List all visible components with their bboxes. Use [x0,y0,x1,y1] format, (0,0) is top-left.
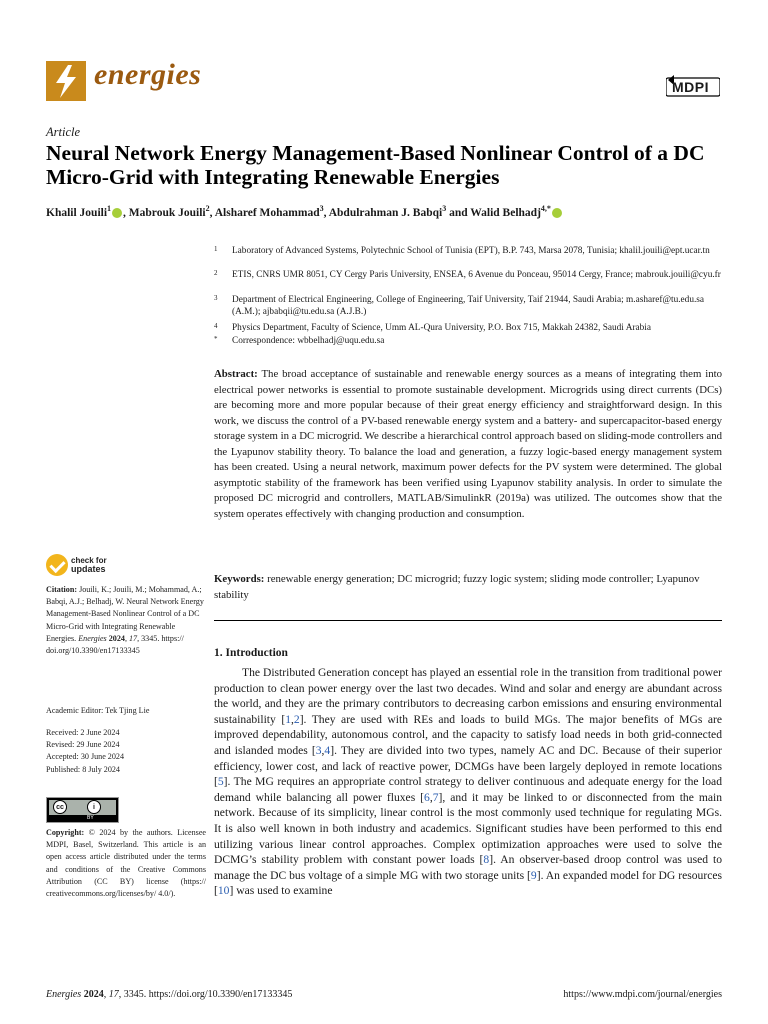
author-affiliation-marker: 2 [205,204,210,213]
citation-journal: Energies [78,633,107,643]
introduction-paragraph [214,665,722,899]
affiliation-text: Physics Department, Faculty of Science, Umm AL-Qura University, P.O. Box 715, Makkah 24382, Saudi Arabia [232,323,651,333]
affiliation-number: 2 [214,269,218,277]
publisher-name: MDPI [672,79,709,95]
academic-editor: Academic Editor: Tek Tjing Lie [46,706,150,715]
copyright-notice [46,827,206,900]
body-text: ]. They are used with REs and loads to build MGs. The major benefits of MGs are improved dependability, autonomous control, and the capacity to satisfy load needs in both grid-connected and islanded modes [ [214,712,722,757]
footer-journal-url[interactable]: https://www.mdpi.com/journal/energies [563,989,722,1000]
body-text: ]. An observer-based droop control was used to manage the DC bus voltage of a simple MG with two storage units [ [214,853,722,882]
affiliation-text: Laboratory of Advanced Systems, Polytechnic School of Tunisia (EPT), B.P. 743, Marsa 2078, Tunisia; khalil.jouili@ept.ucar.tn [232,246,710,256]
author-name: Alsharef Mohammad [214,206,320,219]
citation-doi[interactable]: , 3345. https:// doi.org/10.3390/en17133345 [46,633,184,656]
received-date: Received: 2 June 2024 [46,728,120,737]
author-name: Khalil Jouili [46,206,108,219]
cc-by-license-icon[interactable]: cc i BY [46,797,119,823]
keywords-text: renewable energy generation; DC microgrid; fuzzy logic system; sliding mode controller; Lyapunov stability [214,573,700,601]
citation-link[interactable]: 9 [530,868,537,882]
body-text: ]. They are divided into two types, namely AC and DC. Because of their superior efficiency, lower cost, and lack of reactive power, DCMGs have been largely deployed in remote locations [ [214,743,723,789]
check-for-updates-icon[interactable] [46,554,68,576]
abstract [214,367,722,522]
author-list: Khalil Jouili$^1$ , Mabrouk Jouili$^2$, Alsharef Mohammad$^3$, Abdulrahman J. Babqi$^3$ and Walid Belhadj$^{4,*}$ [46,204,563,219]
accepted-date: Accepted: 30 June 2024 [46,752,124,762]
author-affiliation-marker: 4,* [540,204,551,213]
citation-year: 2024 [108,633,125,643]
body-text: ] was used to examine [229,884,333,898]
citation-link[interactable]: 1 [285,712,291,726]
body-text: , [429,790,433,804]
body-text: , [290,712,294,726]
revised-date: Revised: 29 June 2024 [46,740,120,750]
affiliation-text: Department of Electrical Engineering, College of Engineering, Taif University, Taif 21944, Saudi Arabia; m.asharef@tu.edu.sa (A.M.); ajbabqii@tu.edu.sa (A.J.B.) [232,295,705,317]
affiliation-number: 4 [214,322,218,330]
keywords [214,572,722,603]
journal-logo-icon [46,61,86,101]
journal-name: energies [94,58,202,91]
body-text: ], and it may be linked to or disconnected from the main network. Because of its simplicity, linear control is the most commonly used technique for regulating MGs. It is also well known in both industry and academics. Significant studies have been performed to this end utilizing various linear control approaches. Complex optimization approaches were used to solve the DCMG’s stability problem with constant power loads [ [214,790,722,867]
footer-journal: Energies [46,989,82,1000]
affiliation-number: 1 [214,245,218,253]
abstract-text: The broad acceptance of sustainable and renewable energy sources as a means of integrating them into electrical power networks is essential to promote sustainable development. Microgrids using direct currents (DCs) are becoming more and more popular because of their great energy efficiency and straightforward design. In this work, we discuss the control of a PV-based renewable energy system and a battery- and supercapacitor-based energy storage system in a DC microgrid. We describe a hierarchical control approach based on sliding-mode controllers and the Lyapunov stability theory. To balance the load and generation, a fuzzy logic-based energy management system has been created. Using a neural network, maximum power defects for the PV system were determined. The global asymptotic stability of the framework has been verified using Lyapunov stability analysis. In order to simulate the proposed DC microgrid and controllers, MATLAB/SimulinkR (2019a) was utilized. The outcomes show that the system operates effectively with changing production and consumption. [214,368,722,520]
footer-citation: Energies 2024, 17, 3345. https://doi.org/10.3390/en17133345 [46,989,293,1000]
citation-link[interactable]: 10 [217,884,230,898]
body-text: ]. An expanded model for DG resources [ [214,868,722,898]
author-name: Walid Belhadj [470,206,541,219]
orcid-icon[interactable] [552,208,562,218]
abstract-label: Abstract: [214,368,258,380]
author-name: Mabrouk Jouili [128,206,206,219]
published-date: Published: 8 July 2024 [46,764,120,774]
citation-label: Citation: [46,585,78,594]
article-type: Article [46,125,81,139]
citation-link[interactable]: 4 [324,743,331,757]
copyright-label: Copyright: [46,828,85,837]
citation-link[interactable]: 2 [293,712,300,726]
mdpi-logo [666,74,720,98]
footer-doi[interactable]: , 3345. https://doi.org/10.3390/en17133345 [118,989,293,1000]
author-affiliation-marker: 3 [319,204,324,213]
footer-year: 2024 [83,989,104,1000]
body-text: ]. The MG requires an appropriate control strategy to deliver continuous and adequate energy for the load demand while balancing all power fluxes [ [214,775,722,804]
citation-link[interactable]: 5 [217,775,224,789]
citation-block: Citation: Jouili, K.; Jouili, M.; Mohammad, A.; Babqi, A.J.; Belhadj, W. Neural Network Energy Management-Based Nonlinear Control of a DC Micro-Grid with Integrating Renewable Energies. Energies 2024, 17, 3345. https:// doi.org/10.3390/en17133345 [46,585,204,656]
footer-volume: 17 [108,989,119,1000]
section-divider [214,620,722,621]
check-for-updates-label[interactable]: check for updates [71,556,107,574]
citation-link[interactable]: 8 [483,853,490,867]
citation-link[interactable]: 3 [315,743,322,757]
affiliation-number: 3 [214,294,218,302]
citation-text: Jouili, K.; Jouili, M.; Mohammad, A.; Babqi, A.J.; Belhadj, W. Neural Network Energy Management-Based Nonlinear Control of a DC Micro-Grid with Integrating Renewable Energies. [46,585,204,643]
affiliation-text: ETIS, CNRS UMR 8051, CY Cergy Paris University, ENSEA, 6 Avenue du Ponceau, 95014 Cergy, France; mabrouk.jouili@cyu.fr [232,270,721,280]
author-name: Abdulrahman J. Babqi [328,206,443,219]
article-title: Neural Network Energy Management-Based Nonlinear Control of a DC Micro-Grid with Integrating Renewable Energies [46,141,705,189]
copyright-text: © 2024 by the authors. Licensee MDPI, Basel, Switzerland. This article is an open access article distributed under the terms and conditions of the Creative Commons Attribution (CC BY) license (https:// creativecommons.org/licenses/by/ 4.0/). [46,828,207,899]
body-text: , [321,743,325,757]
citation-volume: 17 [128,633,138,643]
citation-link[interactable]: 7 [432,790,439,804]
citation-link[interactable]: 6 [424,790,430,804]
affiliation-text: Correspondence: wbbelhadj@uqu.edu.sa [232,336,385,346]
body-text: The Distributed Generation concept has played an essential role in the transition from traditional power production to clean power energy over the last two decades. Wind and solar and energy are abundant across the world, and they are the primary contributors to decreasing carbon emissions and ensuring environmental sustainability [ [214,666,722,726]
author-affiliation-marker: 1 [107,204,112,213]
author-affiliation-marker: 3 [442,204,447,213]
affiliation-number: * [214,335,218,343]
keywords-label: Keywords: [214,573,265,585]
section-heading: 1. Introduction [214,647,288,659]
publication-dates [46,727,206,776]
orcid-icon[interactable] [112,208,122,218]
